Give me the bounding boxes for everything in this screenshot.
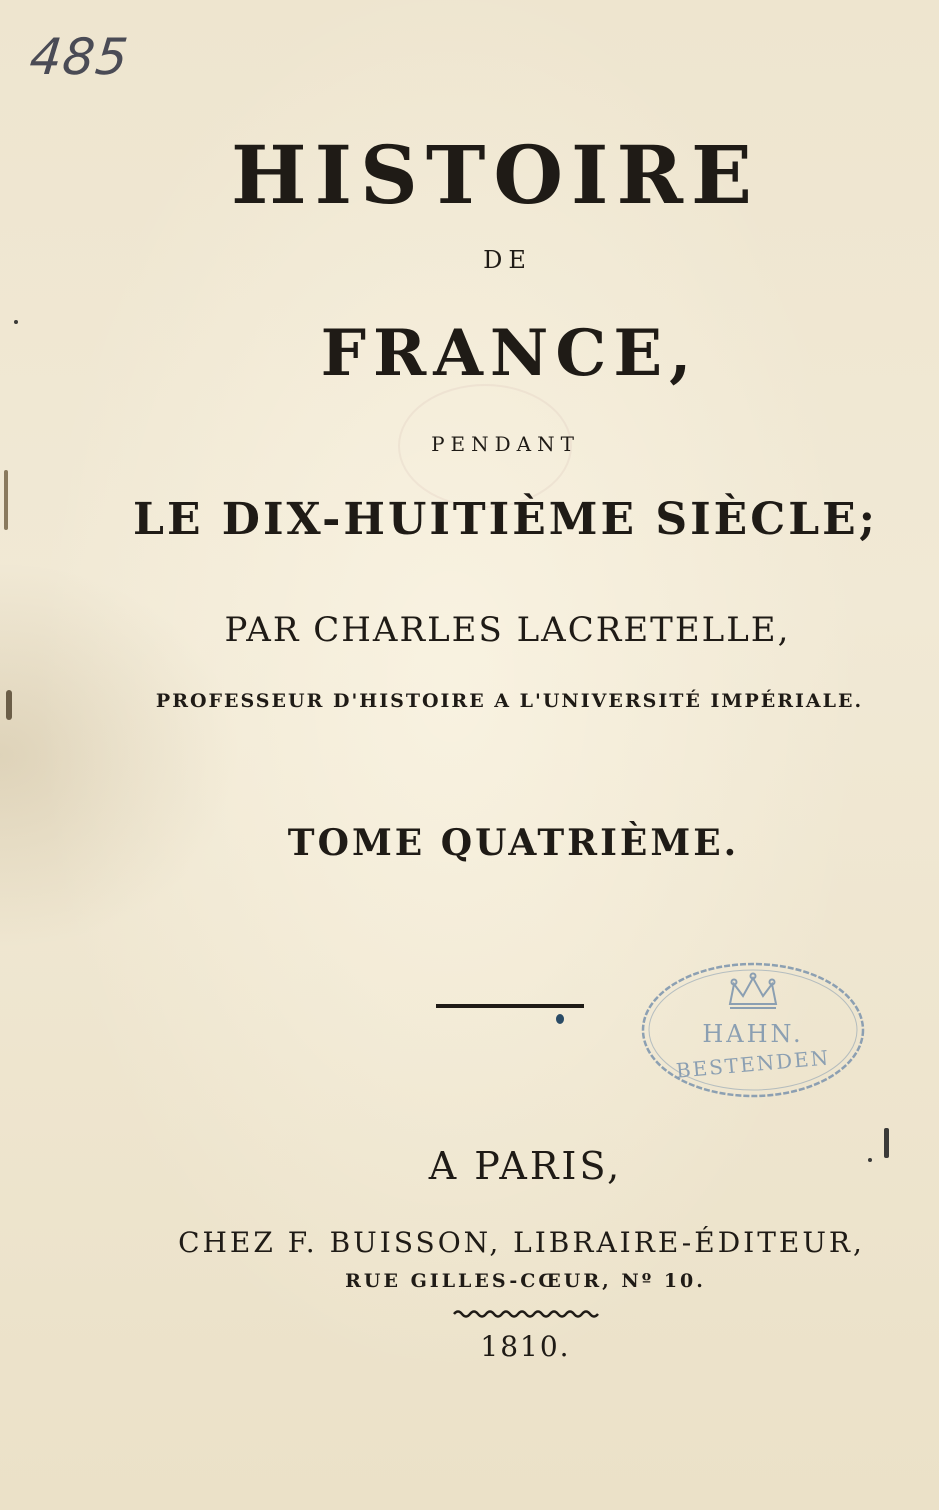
volume-line: TOME QUATRIÈME.	[287, 822, 740, 864]
handwritten-shelf-number: 485	[26, 28, 132, 86]
paper-mark	[4, 470, 8, 530]
library-stamp	[638, 950, 868, 1102]
imprint-publisher: CHEZ F. BUISSON, LIBRAIRE-ÉDITEUR,	[178, 1226, 865, 1259]
imprint-year: 1810.	[480, 1330, 571, 1363]
stamp-text-line2: BESTENDEN	[674, 1045, 832, 1083]
ink-speck	[868, 1158, 872, 1162]
crown-icon	[730, 974, 776, 1009]
decorative-rule	[436, 1004, 584, 1008]
author-title-line: PROFESSEUR D'HISTOIRE A L'UNIVERSITÉ IMPÉRIALE.	[155, 690, 864, 712]
subtitle-period: LE DIX-HUITIÈME SIÈCLE;	[133, 494, 878, 545]
ink-spot	[556, 1014, 564, 1024]
imprint-city: A PARIS,	[428, 1144, 623, 1188]
paper-mark	[6, 690, 12, 720]
ink-mark	[884, 1128, 889, 1158]
title-line-de: DE	[483, 246, 532, 274]
title-line-histoire: HISTOIRE	[231, 128, 760, 222]
ink-speck	[14, 320, 18, 324]
imprint-address: RUE GILLES-CŒUR, Nº 10.	[345, 1270, 706, 1292]
stamp-text-line1: HAHN.	[702, 1020, 804, 1048]
wavy-ornament	[452, 1308, 602, 1320]
subtitle-pendant: PENDANT	[431, 432, 580, 456]
author-line: PAR CHARLES LACRETELLE,	[224, 610, 791, 650]
title-line-france: FRANCE,	[320, 316, 699, 391]
